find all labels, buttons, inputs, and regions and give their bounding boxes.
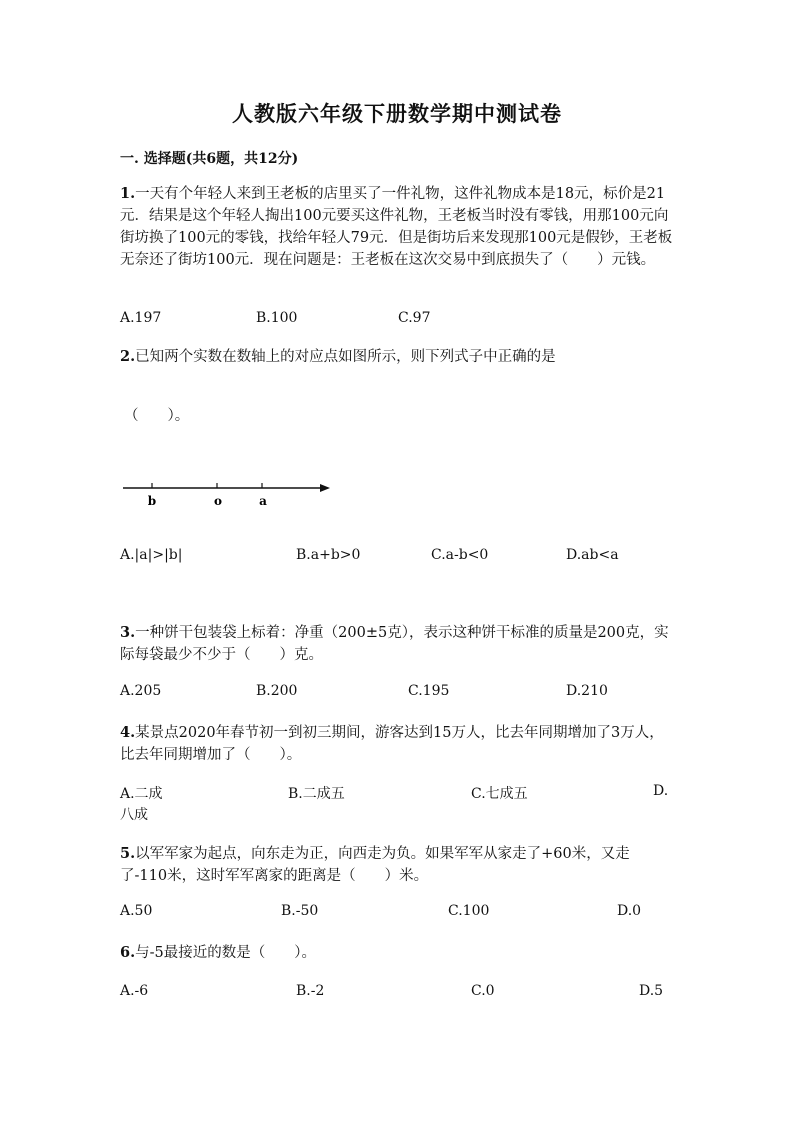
label-b: b <box>147 494 157 508</box>
q1-option-a[interactable]: A.197 <box>120 310 162 326</box>
label-a: a <box>259 494 267 508</box>
q1-option-c[interactable]: C.97 <box>398 310 431 326</box>
q3-option-a[interactable]: A.205 <box>120 683 162 699</box>
q3-option-b[interactable]: B.200 <box>256 683 298 699</box>
q3-option-d[interactable]: D.210 <box>566 683 608 699</box>
question-3 <box>120 622 675 666</box>
q5-option-c[interactable]: C.100 <box>448 903 490 919</box>
question-text: 与-5最接近的数是（ ）。 <box>135 945 317 961</box>
q6-option-c[interactable]: C.0 <box>471 983 495 999</box>
q4-option-b[interactable]: B.二成五 <box>288 786 345 802</box>
question-text: 一天有个年轻人来到王老板的店里买了一件礼物，这件礼物成本是18元，标价是21元．结果是这个年轻人掏出100元要买这件礼物，王老板当时没有零钱，用那100元向街坊换了100元的零钱，找给年轻人79元．但是街坊后来发现那100元是假钞，王老板无奈还了街坊100元．现在问题是：王老板在这次交易中到底损失了（ ）元钱。 <box>120 186 673 268</box>
q5-option-b[interactable]: B.-50 <box>281 903 319 919</box>
question-number: 3. <box>120 624 136 641</box>
question-text: 以军军家为起点，向东走为正，向西走为负。如果军军从家走了+60米，又走了-110米，这时军军离家的距离是（ ）米。 <box>120 846 630 884</box>
question-5 <box>120 843 675 887</box>
q3-option-c[interactable]: C.195 <box>408 683 450 699</box>
q2-option-a[interactable]: A.|a|>|b| <box>120 547 183 563</box>
page-title: 人教版六年级下册数学期中测试卷 <box>232 101 562 126</box>
section-heading: 一. 选择题(共6题，共12分) <box>120 151 299 167</box>
question-4 <box>120 722 675 766</box>
question-6 <box>120 942 675 964</box>
question-number: 2. <box>120 348 136 365</box>
question-number: 4. <box>120 724 136 741</box>
question-text: 一种饼干包装袋上标着：净重（200±5克），表示这种饼干标准的质量是200克，实际每袋最少不少于（ ）克。 <box>120 625 669 663</box>
question-number: 5. <box>120 845 136 862</box>
question-2 <box>120 346 675 368</box>
question-2-blank: （ ）。 <box>124 408 190 424</box>
number-line-arrow <box>320 484 330 492</box>
q6-option-a[interactable]: A.-6 <box>120 983 149 999</box>
question-number: 6. <box>120 944 136 961</box>
q2-option-b[interactable]: B.a+b>0 <box>296 547 361 563</box>
q4-option-a[interactable]: A.二成 <box>120 786 163 802</box>
q4-option-d-text: 八成 <box>120 807 148 823</box>
question-number: 1. <box>120 185 136 202</box>
question-text: 某景点2020年春节初一到初三期间，游客达到15万人，比去年同期增加了3万人，比去年同期增加了（ ）。 <box>120 725 664 763</box>
q1-option-b[interactable]: B.100 <box>256 310 298 326</box>
q6-option-b[interactable]: B.-2 <box>296 983 325 999</box>
q6-option-d[interactable]: D.5 <box>639 983 664 999</box>
q4-option-c[interactable]: C.七成五 <box>471 786 528 802</box>
label-o: o <box>213 494 223 508</box>
q2-option-d[interactable]: D.ab<a <box>566 547 619 563</box>
q2-option-c[interactable]: C.a-b<0 <box>431 547 489 563</box>
number-line <box>118 478 338 514</box>
question-text: 已知两个实数在数轴上的对应点如图所示，则下列式子中正确的是 <box>135 349 556 365</box>
q5-option-d[interactable]: D.0 <box>617 903 642 919</box>
question-1 <box>120 183 675 271</box>
q5-option-a[interactable]: A.50 <box>120 903 153 919</box>
q4-option-d[interactable]: D. <box>653 783 669 799</box>
